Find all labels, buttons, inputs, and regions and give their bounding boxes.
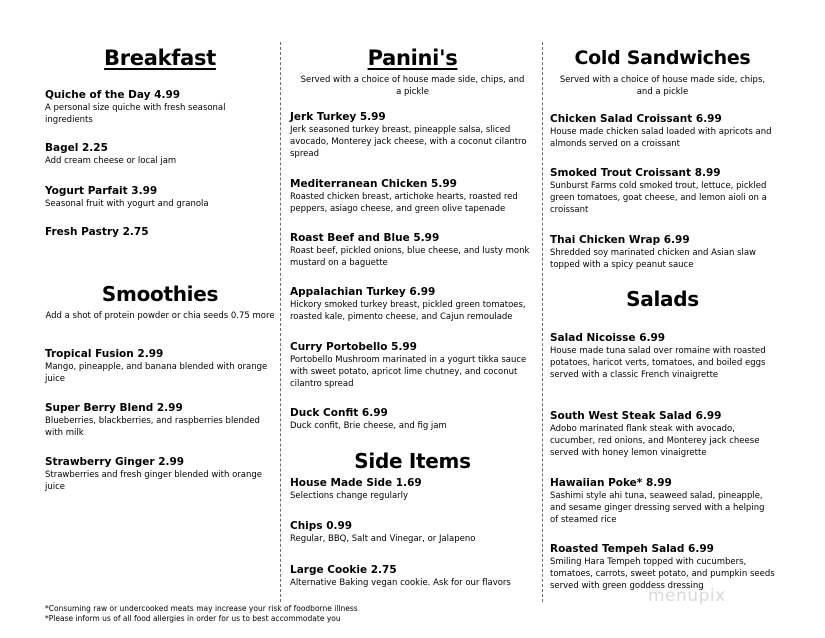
item-name: Large Cookie 2.75 <box>290 564 397 576</box>
item-description: Adobo marinated flank steak with avocado, cucumber, red onions, and Monterey jack cheese served with honey lemon vinaigrette <box>550 424 760 459</box>
menupix-watermark: menupix <box>648 586 726 606</box>
footer-line-allergies: *Please inform us of all food allergies in order for us to best accommodate you <box>45 614 341 623</box>
menu-item <box>290 406 535 432</box>
item-name: Appalachian Turkey 6.99 <box>290 286 436 298</box>
menu-item <box>550 476 775 527</box>
smoothies-section <box>45 280 275 322</box>
menu-item <box>45 88 275 126</box>
item-name: Fresh Pastry 2.75 <box>45 226 149 238</box>
item-description: Sunburst Farms cold smoked trout, lettuce, pickled green tomatoes, goat cheese, and lemon aioli on a croissant <box>550 181 767 216</box>
item-name: Chips 0.99 <box>290 520 353 532</box>
item-description: Alternative Baking vegan cookie. Ask for our flavors <box>290 578 511 588</box>
menu-item <box>550 331 775 382</box>
item-description: Duck confit, Brie cheese, and fig jam <box>290 421 447 431</box>
menu-item <box>45 225 275 239</box>
allergy-footer <box>45 604 358 624</box>
item-description: House made tuna salad over romaine with roasted potatoes, haricot verts, tomatoes, and boiled eggs served with a classic French vinaigrette <box>550 346 766 381</box>
menu-item <box>45 184 275 210</box>
cold-sandwiches-heading: Cold Sandwiches <box>574 47 751 69</box>
item-name: Bagel 2.25 <box>45 142 108 154</box>
column-divider-right <box>542 42 543 602</box>
item-description: Shredded soy marinated chicken and Asian slaw topped with a spicy peanut sauce <box>550 248 756 271</box>
menu-item <box>550 409 775 460</box>
item-description: Add cream cheese or local jam <box>45 156 177 166</box>
item-description: Hickory smoked turkey breast, pickled green tomatoes, roasted kale, pimento cheese, and Cajun remoulade <box>290 300 526 323</box>
menu-item <box>290 177 535 215</box>
menu-item <box>290 110 535 161</box>
paninis-heading: Panini's <box>367 46 458 70</box>
item-name: Duck Confit 6.99 <box>290 407 388 419</box>
item-name: House Made Side 1.69 <box>290 477 422 489</box>
paninis-section <box>290 44 535 98</box>
menu-item <box>45 141 275 167</box>
side-items-heading: Side Items <box>354 449 471 473</box>
item-description: Portobello Mushroom marinated in a yogurt tikka sauce with sweet potato, apricot lime chutney, and coconut cilantro spread <box>290 355 527 390</box>
item-name: Smoked Trout Croissant 8.99 <box>550 167 721 179</box>
item-description: Seasonal fruit with yogurt and granola <box>45 199 209 209</box>
menu-item <box>290 476 535 502</box>
item-description: Regular, BBQ, Salt and Vinegar, or Jalapeno <box>290 534 476 544</box>
item-name: Yogurt Parfait 3.99 <box>45 185 158 197</box>
item-description: Smiling Hara Tempeh topped with cucumbers, tomatoes, carrots, sweet potato, and pumpkin seeds served with green goddess dressing <box>550 557 775 592</box>
menu-item <box>290 231 535 269</box>
item-name: Salad Nicoisse 6.99 <box>550 332 666 344</box>
breakfast-heading: Breakfast <box>104 46 216 70</box>
item-name: Chicken Salad Croissant 6.99 <box>550 113 722 125</box>
cold-sandwiches-note: Served with a choice of house made side, chips, and a pickle <box>559 75 766 97</box>
salads-heading: Salads <box>626 287 699 311</box>
item-description: Roasted chicken breast, artichoke hearts, roasted red peppers, asiago cheese, and green olive tapenade <box>290 192 518 215</box>
item-description: Mango, pineapple, and banana blended with orange juice <box>45 362 268 385</box>
menu-item <box>550 166 775 217</box>
breakfast-section <box>45 44 275 72</box>
cold-sandwiches-section <box>550 44 775 98</box>
menu-item <box>550 112 775 150</box>
column-divider-left <box>280 42 281 602</box>
item-description: Roast beef, pickled onions, blue cheese, and lusty monk mustard on a baguette <box>290 246 530 269</box>
item-name: Strawberry Ginger 2.99 <box>45 456 185 468</box>
smoothies-heading: Smoothies <box>101 282 219 306</box>
side-items-section <box>290 447 535 475</box>
menu-item <box>290 563 535 589</box>
salads-section <box>550 285 775 313</box>
item-name: Hawaiian Poke* 8.99 <box>550 477 672 489</box>
item-description: Blueberries, blackberries, and raspberries blended with milk <box>45 416 260 439</box>
paninis-note: Served with a choice of house made side, chips, and a pickle <box>300 75 525 97</box>
item-name: Jerk Turkey 5.99 <box>290 111 386 123</box>
menu-item <box>290 340 535 391</box>
menu-item <box>45 347 275 385</box>
item-name: Roasted Tempeh Salad 6.99 <box>550 543 714 555</box>
item-description: House made chicken salad loaded with apricots and almonds served on a croissant <box>550 127 772 150</box>
item-description: Strawberries and fresh ginger blended with orange juice <box>45 470 263 493</box>
smoothies-note: Add a shot of protein powder or chia seeds 0.75 more <box>45 311 275 321</box>
item-name: Super Berry Blend 2.99 <box>45 402 183 414</box>
item-name: Roast Beef and Blue 5.99 <box>290 232 440 244</box>
item-name: Quiche of the Day 4.99 <box>45 89 181 101</box>
menu-item <box>290 285 535 323</box>
item-name: South West Steak Salad 6.99 <box>550 410 722 422</box>
item-name: Tropical Fusion 2.99 <box>45 348 164 360</box>
menu-item <box>45 455 275 493</box>
item-name: Mediterranean Chicken 5.99 <box>290 178 457 190</box>
item-name: Thai Chicken Wrap 6.99 <box>550 234 690 246</box>
item-description: Sashimi style ahi tuna, seaweed salad, pineapple, and sesame ginger dressing served with a helping of steamed rice <box>550 491 765 526</box>
item-name: Curry Portobello 5.99 <box>290 341 417 353</box>
item-description: Selections change regularly <box>290 491 409 501</box>
item-description: A personal size quiche with fresh seasonal ingredients <box>45 103 226 126</box>
menu-item <box>290 519 535 545</box>
menu-item <box>45 401 275 439</box>
footer-line-raw-meat: *Consuming raw or undercooked meats may increase your risk of foodborne illness <box>45 604 358 613</box>
menu-item <box>550 233 775 271</box>
item-description: Jerk seasoned turkey breast, pineapple salsa, sliced avocado, Monterey jack cheese, with a coconut cilantro spread <box>290 125 527 160</box>
